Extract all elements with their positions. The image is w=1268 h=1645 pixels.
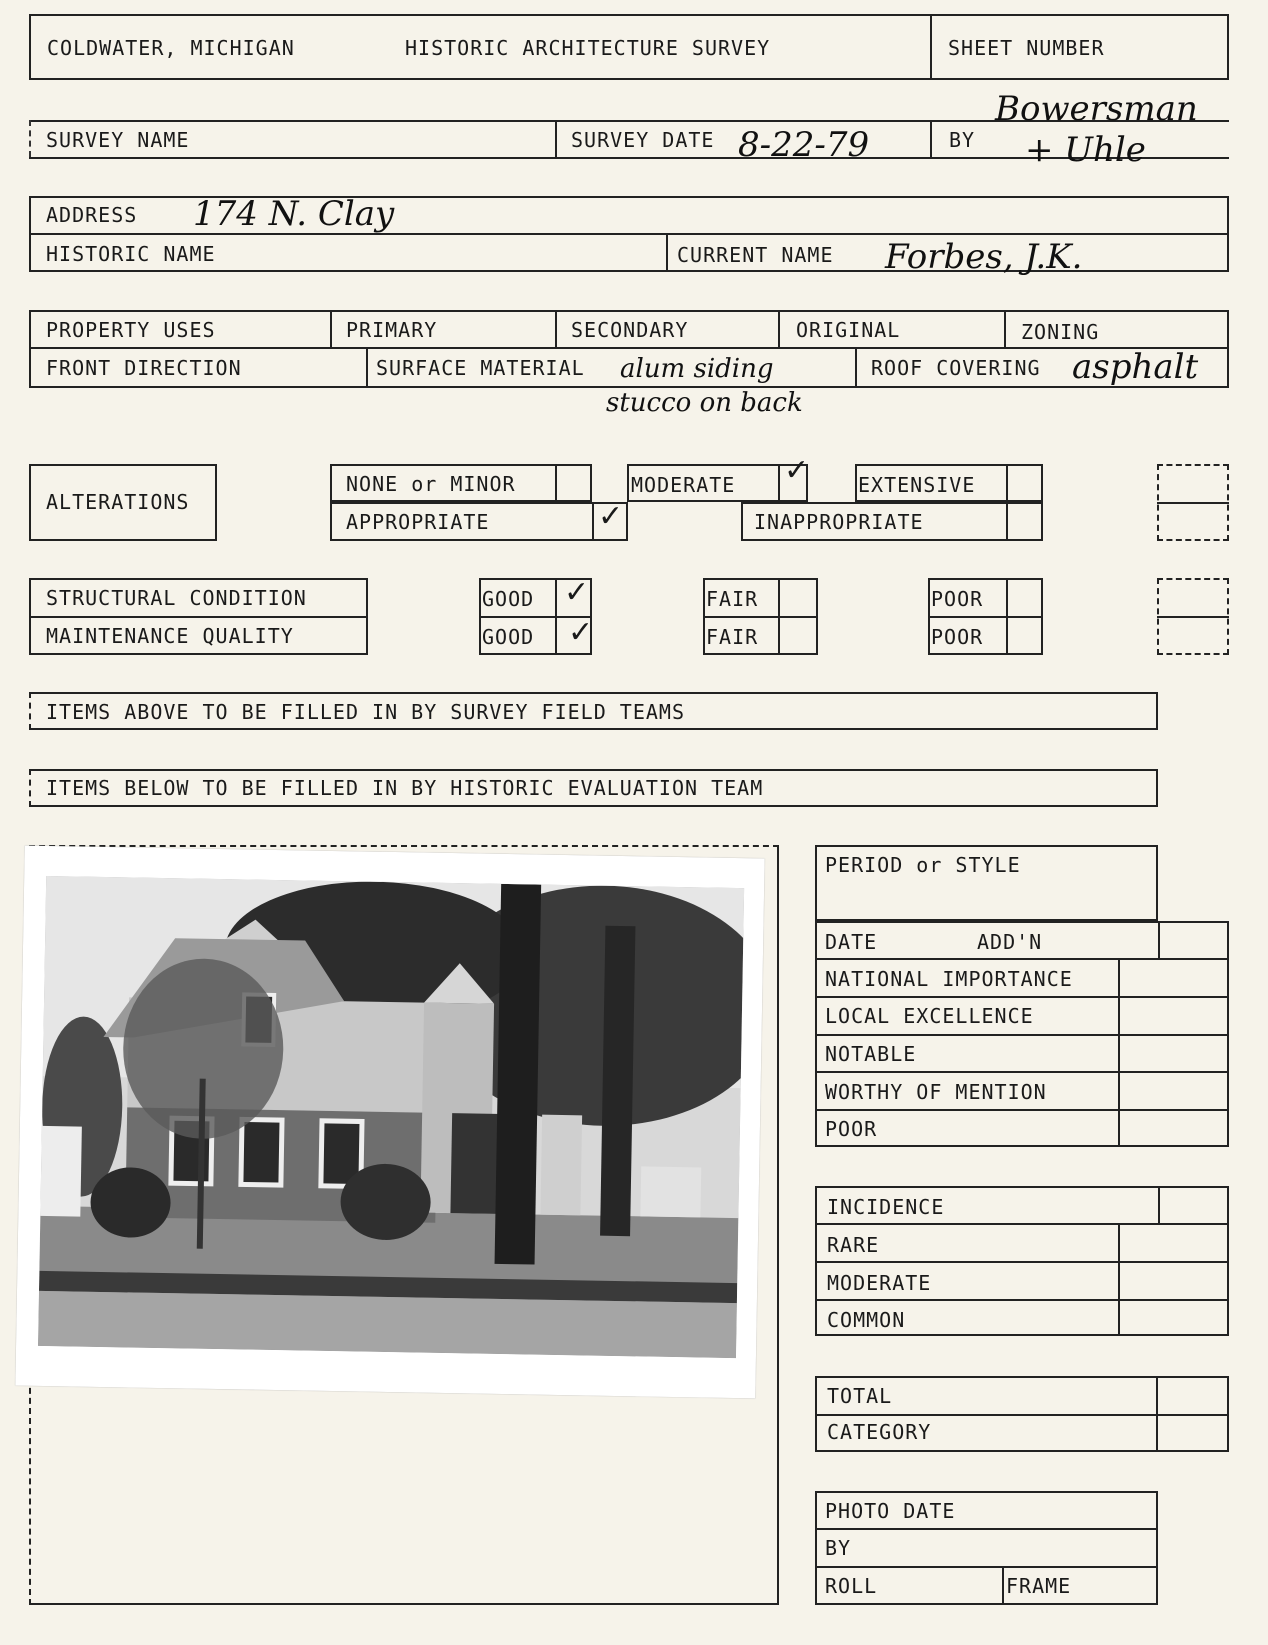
incidence-label: INCIDENCE [827,1195,945,1219]
inc-row-2 [815,1261,1229,1263]
worthy-of-mention-label: WORTHY OF MENTION [825,1080,1047,1104]
structural-good-label: GOOD [482,587,535,611]
property-uses-label: PROPERTY USES [46,318,216,342]
surface-material-value-2: stucco on back [606,388,803,418]
historic-name-label: HISTORIC NAME [46,242,216,266]
mounted-photo [15,846,764,1399]
address-div [666,233,668,272]
inc-row-1 [815,1223,1229,1225]
incidence-moderate-label: MODERATE [827,1271,932,1295]
fair-mid [703,616,818,618]
condition-score-mid [1157,616,1229,618]
address-label: ADDRESS [46,203,138,227]
inc-row-3 [815,1299,1229,1301]
appropriate-check: ✓ [598,499,624,534]
category-label: CATEGORY [827,1420,932,1444]
appropriate-check-div [592,502,594,541]
condition-label-mid [29,616,368,618]
moderate-check-div [778,464,780,502]
structural-poor-label: POOR [931,587,984,611]
survey-date-value: 8-22-79 [738,125,870,165]
eval-row-3 [815,1034,1229,1036]
maintenance-fair-label: FAIR [706,625,759,649]
property-div-1 [330,310,332,347]
structural-condition-label: STRUCTURAL CONDITION [46,586,307,610]
none-minor-label: NONE or MINOR [346,472,516,496]
property-div-4 [1004,310,1006,347]
eval-poor-label: POOR [825,1117,878,1141]
alterations-score-mid [1157,502,1229,504]
survey-by-value-2: + Uhle [1025,130,1146,170]
eval-row-2 [815,996,1229,998]
moderate-label: MODERATE [631,473,736,497]
structural-good-check: ✓ [564,575,590,610]
secondary-label: SECONDARY [571,318,689,342]
original-label: ORIGINAL [796,318,901,342]
structural-fair-label: FAIR [706,587,759,611]
total-col [1156,1376,1158,1452]
eval-row-1 [815,958,1229,960]
header-divider [930,14,932,80]
none-minor-check-div [555,464,557,502]
roof-covering-label: ROOF COVERING [871,356,1041,380]
photo-date-label: PHOTO DATE [825,1499,956,1523]
property-div-2 [555,310,557,347]
period-style-label: PERIOD or STYLE [825,853,1021,877]
maintenance-good-check: ✓ [568,615,594,650]
inappropriate-label: INAPPROPRIATE [754,510,924,534]
common-label: COMMON [827,1308,906,1332]
survey-by-label: BY [949,128,976,152]
survey-div-2 [930,120,932,157]
survey-name-label: SURVEY NAME [46,128,190,152]
eval-col [1118,958,1120,1147]
fair-check-div [778,578,780,655]
poor-check-div [1006,578,1008,655]
survey-date-label: SURVEY DATE [571,128,715,152]
total-mid [815,1414,1229,1416]
appropriate-label: APPROPRIATE [346,510,490,534]
poor-mid [928,616,1043,618]
current-name-value: Forbes, J.K. [885,237,1083,277]
form-title: HISTORIC ARCHITECTURE SURVEY [405,36,771,60]
property-div-3 [778,310,780,347]
maintenance-good-label: GOOD [482,625,535,649]
eval-row-4 [815,1071,1229,1073]
roof-covering-value: asphalt [1072,347,1199,387]
total-label: TOTAL [827,1384,893,1408]
photo-by-label: BY [825,1536,852,1560]
national-importance-label: NATIONAL IMPORTANCE [825,967,1073,991]
property-div-5 [366,347,368,388]
photo-info-col [1002,1566,1004,1605]
inc-col-2 [1158,1186,1160,1223]
surface-material-label: SURFACE MATERIAL [376,356,585,380]
local-excellence-label: LOCAL EXCELLENCE [825,1004,1034,1028]
house-photo [38,876,744,1358]
inc-col [1118,1223,1120,1336]
frame-label: FRAME [1006,1574,1072,1598]
survey-by-value-1: Bowersman [995,89,1198,129]
maintenance-poor-label: POOR [931,625,984,649]
primary-label: PRIMARY [346,318,438,342]
eval-row-5 [815,1109,1229,1111]
roll-label: ROLL [825,1574,878,1598]
eval-col-2 [1158,921,1160,958]
date-label: DATE [825,930,878,954]
note-above: ITEMS ABOVE TO BE FILLED IN BY SURVEY FIELD TEAMS [46,700,686,724]
city-label: COLDWATER, MICHIGAN [47,36,295,60]
property-div-6 [855,347,857,388]
house-photo-image [38,876,744,1358]
photo-info-row-1 [815,1528,1158,1530]
moderate-check: ✓ [784,453,810,488]
notable-label: NOTABLE [825,1042,917,1066]
current-name-label: CURRENT NAME [677,243,834,267]
survey-div-1 [555,120,557,157]
survey-row-left [29,120,31,157]
rare-label: RARE [827,1233,880,1257]
note-below: ITEMS BELOW TO BE FILLED IN BY HISTORIC EVALUATION TEAM [46,776,764,800]
property-mid [29,347,1229,349]
addn-label: ADD'N [977,930,1043,954]
alterations-label: ALTERATIONS [46,490,190,514]
sheet-number-label: SHEET NUMBER [948,36,1105,60]
extensive-label: EXTENSIVE [858,473,976,497]
maintenance-quality-label: MAINTENANCE QUALITY [46,624,294,648]
photo-info-row-2 [815,1566,1158,1568]
zoning-label: ZONING [1021,320,1100,344]
surface-material-value-1: alum siding [620,354,774,384]
front-direction-label: FRONT DIRECTION [46,356,242,380]
address-value: 174 N. Clay [193,194,395,234]
good-check-div [555,578,557,655]
